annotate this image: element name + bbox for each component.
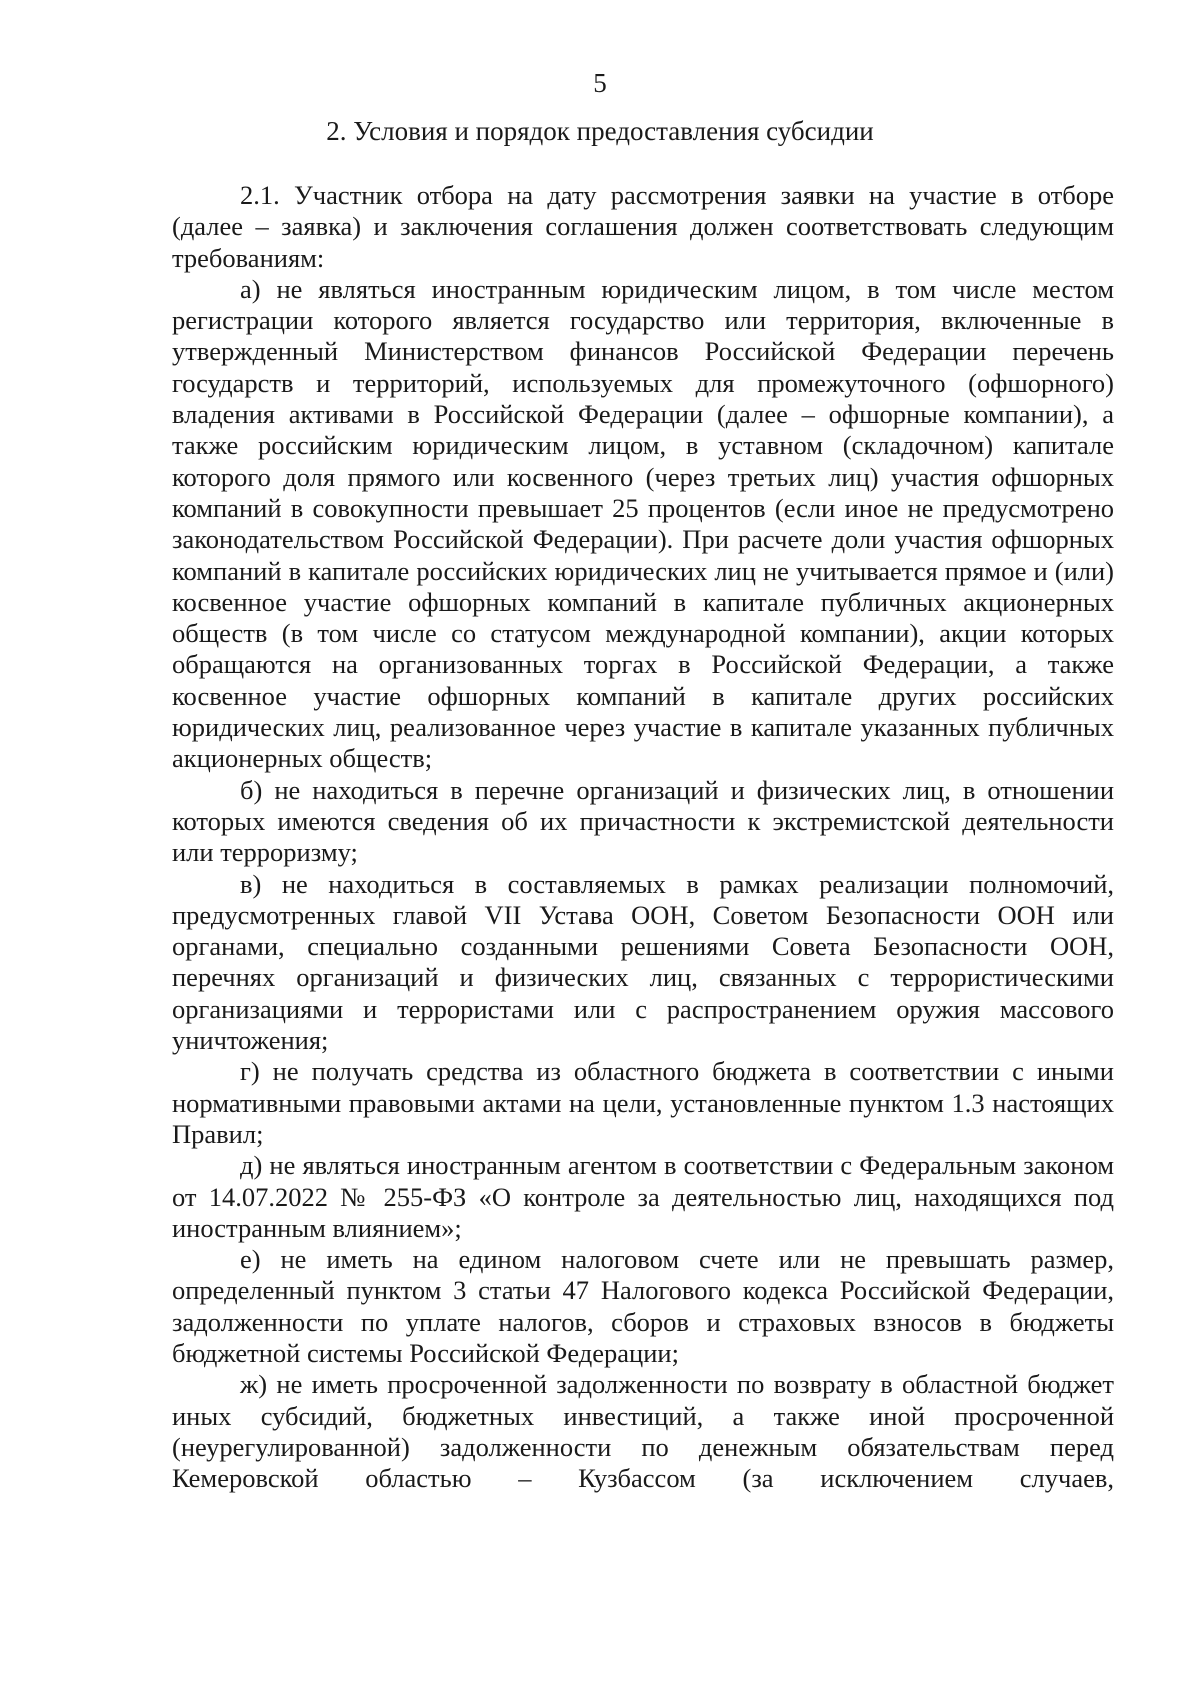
paragraph-2-1: 2.1. Участник отбора на дату рассмотрения заявки на участие в отборе (далее – заявка) и заключения соглашения должен соответствовать следующим требованиям: <box>172 180 1114 273</box>
paragraph-d: д) не являться иностранным агентом в соответствии с Федеральным законом от 14.07.2022 № 255-ФЗ «О контроле за деятельностью лиц, находящихся под иностранным влиянием»; <box>172 1150 1114 1243</box>
page-number: 5 <box>593 68 607 98</box>
section-title: 2. Условия и порядок предоставления субсидии <box>326 116 874 146</box>
paragraph-g: г) не получать средства из областного бюджета в соответствии с иными нормативными правовыми актами на цели, установленные пунктом 1.3 настоящих Правил; <box>172 1056 1114 1149</box>
paragraph-v: в) не находиться в составляемых в рамках реализации полномочий, предусмотренных главой VII Устава ООН, Советом Безопасности ООН или органами, специально созданными решениями Совета Безопасности ООН, перечнях организаций и физических лиц, связанных с террористическими организациями и террористами или с распространением оружия массового уничтожения; <box>172 868 1114 1056</box>
paragraph-b: б) не находиться в перечне организаций и физических лиц, в отношении которых имеются сведения об их причастности к экстремистской деятельности или терроризму; <box>172 774 1114 868</box>
document-body <box>172 180 1114 1494</box>
paragraph-zh: ж) не иметь просроченной задолженности по возврату в областной бюджет иных субсидий, бюджетных инвестиций, а также иной просроченной (неурегулированной) задолженности по денежным обязательствам перед Кемеровской областью – Кузбассом (за исключением случаев, <box>172 1369 1114 1494</box>
paragraph-a: а) не являться иностранным юридическим лицом, в том числе местом регистрации которого является государство или территория, включенные в утвержденный Министерством финансов Российской Федерации перечень государств и территорий, используемых для промежуточного (офшорного) владения активами в Российской Федерации (далее – офшорные компании), а также российским юридическим лицом, в уставном (складочном) капитале которого доля прямого или косвенного (через третьих лиц) участия офшорных компаний в совокупности превышает 25 процентов (если иное не предусмотрено законодательством Российской Федерации). При расчете доли участия офшорных компаний в капитале российских юридических лиц не учитывается прямое и (или) косвенное участие офшорных компаний в капитале публичных акционерных обществ (в том числе со статусом международной компании), акции которых обращаются на организованных торгах в Российской Федерации, а также косвенное участие офшорных компаний в капитале других российских юридических лиц, реализованное через участие в капитале указанных публичных акционерных обществ; <box>172 273 1114 774</box>
paragraph-e: е) не иметь на едином налоговом счете или не превышать размер, определенный пунктом 3 статьи 47 Налогового кодекса Российской Федерации, задолженности по уплате налогов, сборов и страховых взносов в бюджеты бюджетной системы Российской Федерации; <box>172 1244 1114 1368</box>
